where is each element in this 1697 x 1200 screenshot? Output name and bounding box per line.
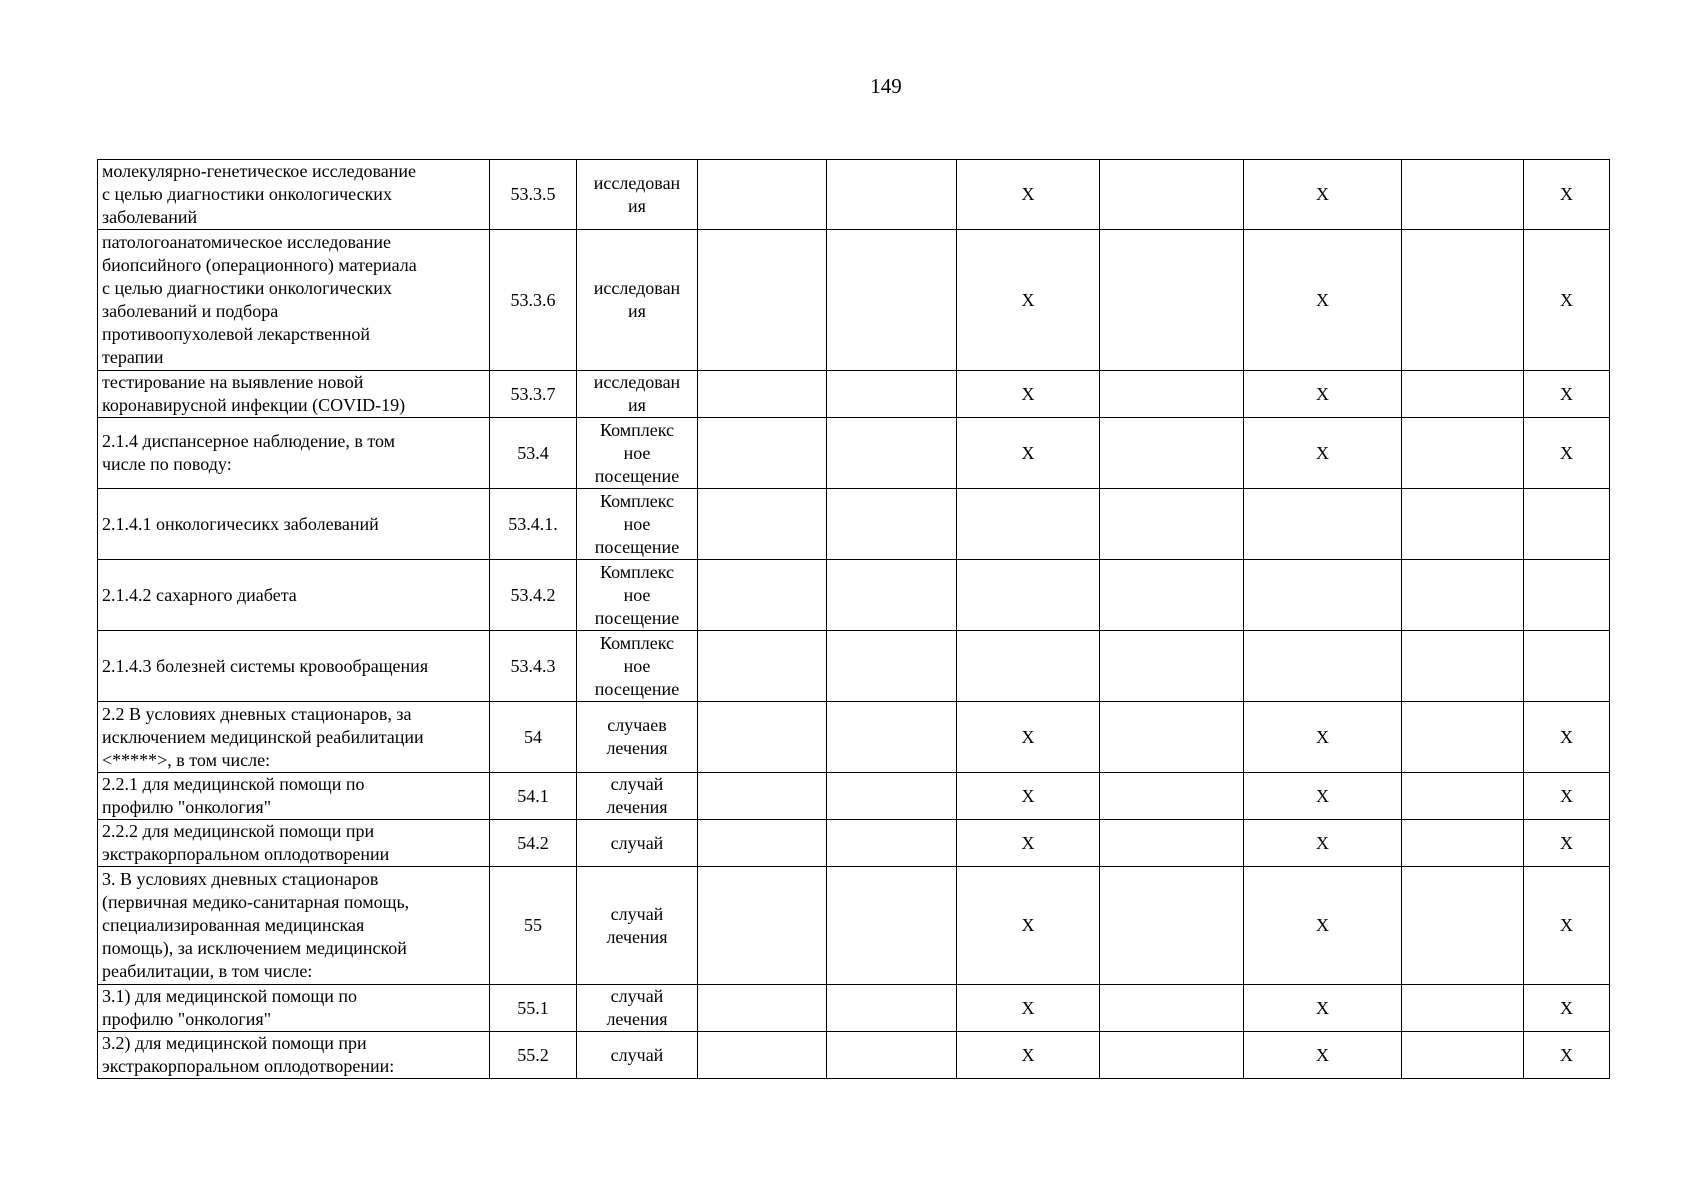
value-cell — [1100, 985, 1244, 1032]
table-row — [98, 867, 1610, 985]
unit-cell — [577, 489, 698, 560]
value-cell: X — [1524, 371, 1610, 418]
value-cell — [1402, 371, 1524, 418]
value-cell — [1100, 820, 1244, 867]
page-number: 149 — [870, 74, 902, 98]
indicator-name-line: исключением медицинской реабилитации — [102, 726, 424, 747]
value-cell — [1100, 867, 1244, 985]
value-cell — [1402, 631, 1524, 702]
value-cell — [1402, 1032, 1524, 1079]
indicator-name-line: <*****>, в том числе: — [102, 749, 271, 770]
value-cell — [827, 985, 957, 1032]
unit-line: Комплекс — [599, 419, 675, 440]
unit-line: исследован — [593, 372, 681, 392]
value-cell — [1402, 160, 1524, 230]
indicator-name-cell — [98, 867, 490, 985]
value-cell: X — [1524, 1032, 1610, 1079]
indicator-name-line: заболеваний и подбора — [102, 301, 279, 321]
indicator-name-cell — [98, 820, 490, 867]
indicator-name-line: коронавирусной инфекции (COVID-19) — [102, 395, 406, 415]
unit-line: лечения — [606, 797, 668, 817]
unit-cell — [577, 985, 698, 1032]
value-cell — [957, 489, 1100, 560]
value-cell: X — [1524, 418, 1610, 489]
indicator-name-cell — [98, 1032, 490, 1079]
indicator-name-line: экстракорпоральном оплодотворении — [102, 844, 390, 864]
indicator-name-line: 2.1.4.1 онкологичесикх заболеваний — [102, 513, 379, 534]
value-cell — [698, 489, 827, 560]
indicator-name-cell — [98, 702, 490, 773]
table-body — [98, 160, 1610, 1079]
value-cell: X — [1524, 985, 1610, 1032]
value-cell — [698, 160, 827, 230]
indicator-name-line: молекулярно-генетическое исследование — [102, 161, 416, 181]
unit-line: Комплекс — [599, 490, 675, 511]
row-code-cell: 53.3.6 — [490, 230, 577, 371]
value-cell: X — [957, 985, 1100, 1032]
value-cell: X — [1244, 702, 1402, 773]
value-cell — [827, 773, 957, 820]
indicator-name-line: специализированная медицинская — [102, 915, 365, 935]
unit-cell — [577, 371, 698, 418]
table-row — [98, 560, 1610, 631]
unit-line: ное — [623, 442, 651, 463]
value-cell: X — [1244, 985, 1402, 1032]
unit-line: исследован — [593, 172, 681, 193]
table-row — [98, 489, 1610, 560]
value-cell: X — [1244, 371, 1402, 418]
value-cell — [1100, 371, 1244, 418]
value-cell — [827, 489, 957, 560]
value-cell — [1244, 489, 1402, 560]
table-row — [98, 820, 1610, 867]
indicator-name-cell — [98, 489, 490, 560]
table-row — [98, 418, 1610, 489]
value-cell: X — [1244, 230, 1402, 371]
indicator-name-line: реабилитации, в том числе: — [102, 961, 313, 981]
table-row — [98, 631, 1610, 702]
value-cell — [827, 560, 957, 631]
value-cell: X — [1244, 1032, 1402, 1079]
value-cell — [827, 867, 957, 985]
value-cell — [698, 702, 827, 773]
unit-line: случай — [610, 774, 664, 794]
unit-line: ное — [623, 655, 651, 676]
value-cell — [827, 418, 957, 489]
value-cell — [698, 560, 827, 631]
unit-cell — [577, 418, 698, 489]
indicator-name-cell — [98, 160, 490, 230]
value-cell — [698, 867, 827, 985]
unit-line: посещение — [594, 678, 680, 699]
value-cell — [1100, 230, 1244, 371]
value-cell — [1402, 985, 1524, 1032]
unit-cell — [577, 773, 698, 820]
indicator-name-cell — [98, 371, 490, 418]
value-cell — [957, 631, 1100, 702]
value-cell: X — [1244, 820, 1402, 867]
indicator-name-cell — [98, 560, 490, 631]
indicator-name-line: профилю "онкология" — [102, 797, 272, 817]
unit-line: ное — [623, 584, 651, 605]
value-cell — [1402, 867, 1524, 985]
value-cell — [1402, 820, 1524, 867]
value-cell: X — [1244, 160, 1402, 230]
unit-cell — [577, 230, 698, 371]
value-cell — [1100, 560, 1244, 631]
value-cell — [1100, 418, 1244, 489]
table-row — [98, 985, 1610, 1032]
value-cell: X — [1524, 230, 1610, 371]
indicator-name-line: помощь), за исключением медицинской — [102, 938, 407, 958]
value-cell — [827, 230, 957, 371]
row-code-cell: 55 — [490, 867, 577, 985]
indicator-name-line: 2.2 В условиях дневных стационаров, за — [102, 703, 412, 724]
row-code-cell: 55.2 — [490, 1032, 577, 1079]
value-cell — [1100, 773, 1244, 820]
value-cell — [698, 820, 827, 867]
table-row — [98, 230, 1610, 371]
value-cell: X — [1524, 160, 1610, 230]
indicator-name-line: 2.2.1 для медицинской помощи по — [102, 774, 365, 794]
indicator-name-line: 2.2.2 для медицинской помощи при — [102, 821, 375, 841]
value-cell — [698, 418, 827, 489]
row-code-cell: 55.1 — [490, 985, 577, 1032]
unit-line: посещение — [594, 536, 680, 557]
value-cell — [1100, 160, 1244, 230]
value-cell: X — [1524, 702, 1610, 773]
value-cell — [1402, 773, 1524, 820]
value-cell — [698, 773, 827, 820]
value-cell: X — [957, 867, 1100, 985]
value-cell: X — [1244, 867, 1402, 985]
row-code-cell: 53.4.3 — [490, 631, 577, 702]
value-cell — [1100, 702, 1244, 773]
value-cell: X — [957, 820, 1100, 867]
value-cell: X — [1524, 867, 1610, 985]
value-cell — [827, 371, 957, 418]
unit-cell — [577, 1032, 698, 1079]
unit-line: случай — [610, 832, 664, 853]
unit-line: случаев — [607, 715, 667, 735]
unit-line: исследован — [593, 278, 681, 298]
value-cell — [1524, 560, 1610, 631]
table-row — [98, 1032, 1610, 1079]
row-code-cell: 53.4.2 — [490, 560, 577, 631]
indicator-name-line: 2.1.4 диспансерное наблюдение, в том — [102, 431, 396, 451]
table-row — [98, 773, 1610, 820]
unit-line: посещение — [594, 607, 680, 628]
row-code-cell: 53.4 — [490, 418, 577, 489]
value-cell — [827, 160, 957, 230]
row-code-cell: 53.4.1. — [490, 489, 577, 560]
row-code-cell: 53.3.7 — [490, 371, 577, 418]
unit-line: Комплекс — [599, 632, 675, 653]
row-code-cell: 54.2 — [490, 820, 577, 867]
value-cell: X — [1244, 773, 1402, 820]
indicator-name-line: 3.2) для медицинской помощи при — [102, 1033, 367, 1053]
indicator-name-line: с целью диагностики онкологических — [102, 278, 392, 298]
value-cell — [827, 1032, 957, 1079]
value-cell — [957, 560, 1100, 631]
indicator-name-line: числе по поводу: — [102, 454, 232, 474]
data-table — [97, 159, 1610, 1079]
value-cell — [698, 631, 827, 702]
unit-line: лечения — [606, 1009, 668, 1029]
unit-line: лечения — [606, 738, 668, 758]
unit-line: посещение — [594, 465, 680, 486]
indicator-name-line: патологоанатомическое исследование — [102, 232, 391, 252]
value-cell: X — [957, 702, 1100, 773]
value-cell — [827, 820, 957, 867]
value-cell — [1402, 560, 1524, 631]
row-code-cell: 53.3.5 — [490, 160, 577, 230]
indicator-name-cell — [98, 985, 490, 1032]
unit-line: Комплекс — [599, 561, 675, 582]
value-cell — [1402, 489, 1524, 560]
value-cell: X — [957, 160, 1100, 230]
value-cell — [1100, 1032, 1244, 1079]
unit-line: ия — [628, 395, 646, 415]
value-cell: X — [1244, 418, 1402, 489]
value-cell: X — [1524, 773, 1610, 820]
table-row — [98, 702, 1610, 773]
unit-line: ия — [628, 301, 646, 321]
unit-cell — [577, 631, 698, 702]
value-cell — [827, 631, 957, 702]
value-cell — [1524, 489, 1610, 560]
indicator-name-line: тестирование на выявление новой — [102, 372, 364, 392]
indicator-name-cell — [98, 230, 490, 371]
indicator-name-line: 2.1.4.3 болезней системы кровообращения — [102, 655, 429, 676]
value-cell — [827, 702, 957, 773]
unit-line: случай — [610, 1044, 664, 1065]
value-cell — [698, 230, 827, 371]
indicator-name-line: (первичная медико-санитарная помощь, — [102, 892, 410, 912]
value-cell — [1402, 230, 1524, 371]
table-row — [98, 160, 1610, 230]
unit-cell — [577, 867, 698, 985]
value-cell — [698, 1032, 827, 1079]
unit-cell — [577, 160, 698, 230]
table-row — [98, 371, 1610, 418]
value-cell — [1402, 702, 1524, 773]
unit-line: случай — [610, 903, 664, 924]
value-cell — [1402, 418, 1524, 489]
indicator-name-cell — [98, 418, 490, 489]
unit-line: ия — [628, 195, 646, 216]
indicator-name-line: 3.1) для медицинской помощи по — [102, 986, 358, 1006]
indicator-name-cell — [98, 773, 490, 820]
unit-cell — [577, 560, 698, 631]
indicator-name-line: биопсийного (операционного) материала — [102, 255, 417, 275]
value-cell — [1100, 489, 1244, 560]
indicator-name-line: профилю "онкология" — [102, 1009, 272, 1029]
indicator-name-line: заболеваний — [102, 207, 198, 227]
value-cell: X — [957, 230, 1100, 371]
row-code-cell: 54.1 — [490, 773, 577, 820]
unit-line: ное — [623, 513, 651, 534]
row-code-cell: 54 — [490, 702, 577, 773]
indicator-name-line: терапии — [102, 347, 164, 367]
value-cell: X — [957, 371, 1100, 418]
unit-line: случай — [610, 986, 664, 1006]
value-cell: X — [957, 418, 1100, 489]
indicator-name-line: противоопухолевой лекарственной — [102, 324, 371, 344]
indicator-name-line: 2.1.4.2 сахарного диабета — [102, 584, 297, 605]
indicator-name-line: 3. В условиях дневных стационаров — [102, 869, 379, 889]
indicator-name-cell — [98, 631, 490, 702]
value-cell — [1244, 560, 1402, 631]
unit-cell — [577, 820, 698, 867]
value-cell: X — [957, 1032, 1100, 1079]
indicator-name-line: экстракорпоральном оплодотворении: — [102, 1056, 395, 1076]
unit-cell — [577, 702, 698, 773]
value-cell — [698, 371, 827, 418]
value-cell: X — [957, 773, 1100, 820]
value-cell — [1100, 631, 1244, 702]
value-cell: X — [1524, 820, 1610, 867]
value-cell — [698, 985, 827, 1032]
indicator-name-line: с целью диагностики онкологических — [102, 184, 392, 204]
value-cell — [1244, 631, 1402, 702]
unit-line: лечения — [606, 926, 668, 947]
value-cell — [1524, 631, 1610, 702]
